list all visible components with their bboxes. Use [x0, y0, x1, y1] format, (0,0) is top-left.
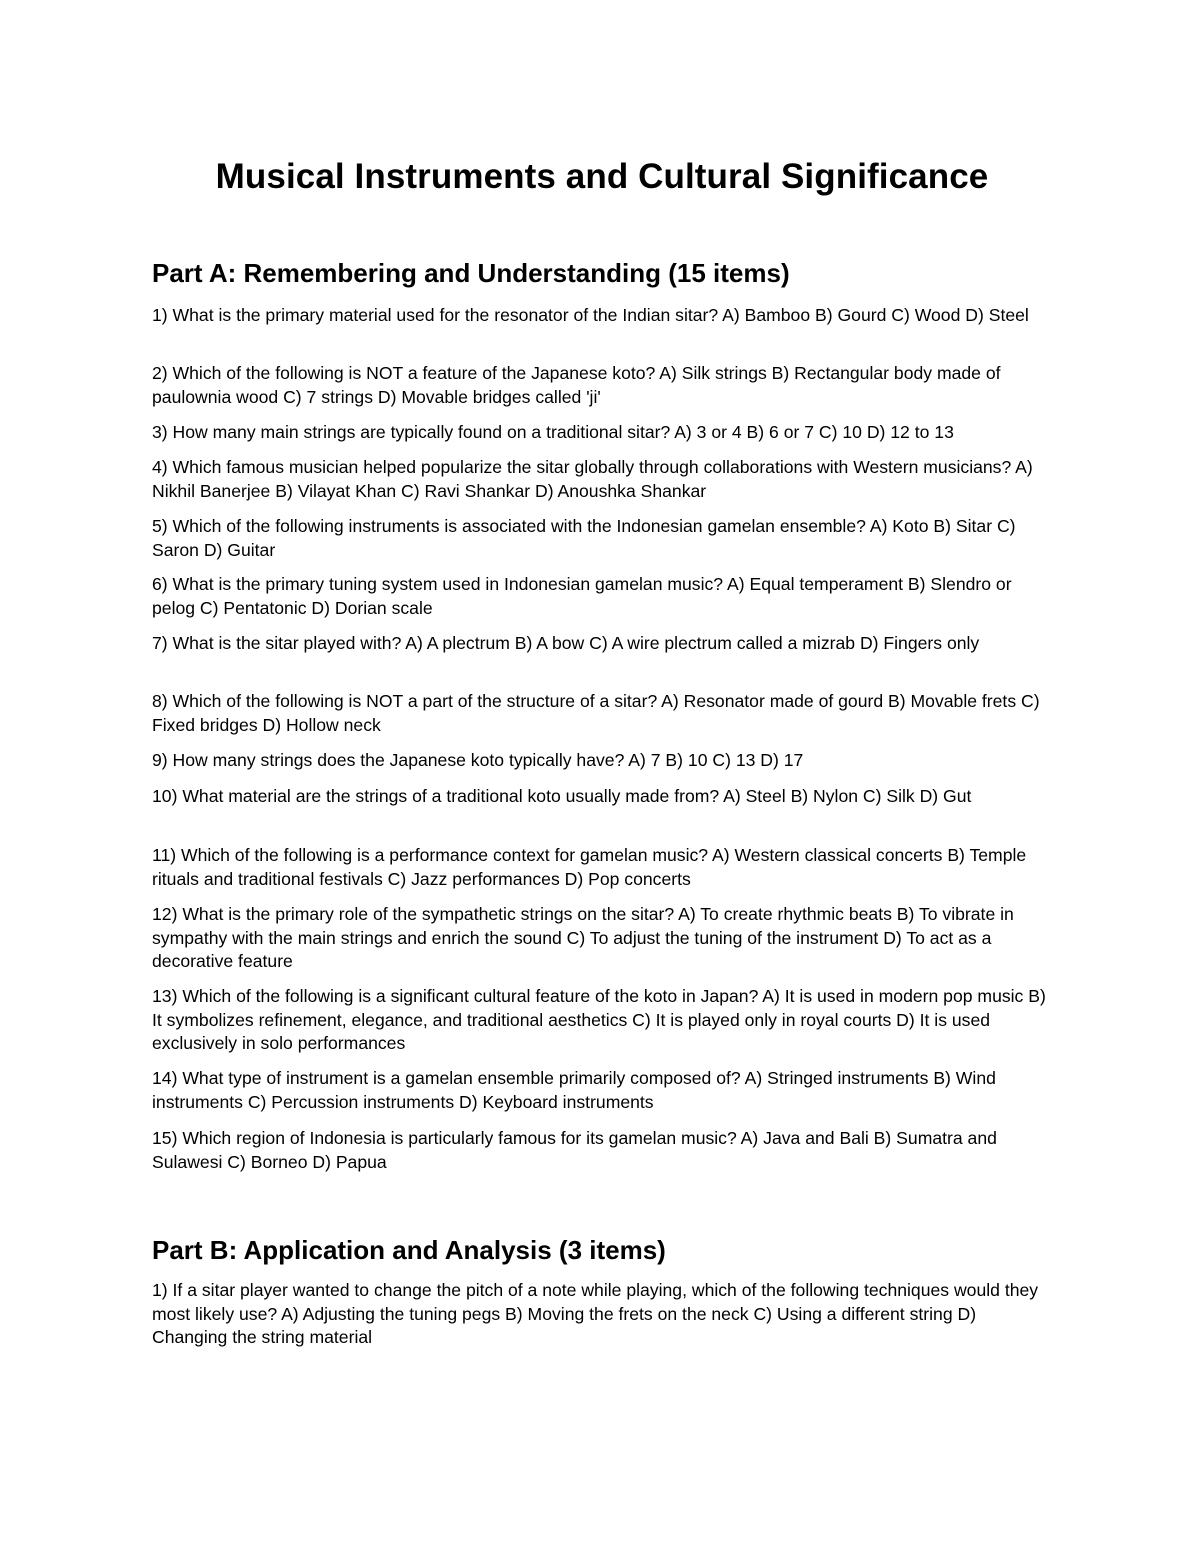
part-a-question-2: 2) Which of the following is NOT a feature of the Japanese koto? A) Silk strings B) Rectangular body made of paulownia wood C) 7 strings D) Movable bridges called 'ji': [152, 363, 1001, 407]
part-a-question-12: 12) What is the primary role of the sympathetic strings on the sitar? A) To create rhythmic beats B) To vibrate in sympathy with the main strings and enrich the sound C) To adjust the tuning of the instrument D) To act as a decorative feature: [152, 904, 1014, 971]
part-a-question-8: 8) Which of the following is NOT a part of the structure of a sitar? A) Resonator made of gourd B) Movable frets C) Fixed bridges D) Hollow neck: [152, 691, 1040, 735]
part-a-question-7: 7) What is the sitar played with? A) A plectrum B) A bow C) A wire plectrum called a mizrab D) Fingers only: [152, 633, 980, 653]
part-a-question-4: 4) Which famous musician helped popularize the sitar globally through collaborations with Western musicians? A) Nikhil Banerjee B) Vilayat Khan C) Ravi Shankar D) Anoushka Shankar: [152, 457, 1033, 501]
part-a-question-1: 1) What is the primary material used for the resonator of the Indian sitar? A) Bamboo B) Gourd C) Wood D) Steel: [152, 305, 1029, 325]
part-a-heading: Part A: Remembering and Understanding (15 items): [152, 258, 790, 288]
part-a-question-15: 15) Which region of Indonesia is particularly famous for its gamelan music? A) Java and Bali B) Sumatra and Sulawesi C) Borneo D) Papua: [152, 1128, 997, 1172]
part-a-question-6: 6) What is the primary tuning system used in Indonesian gamelan music? A) Equal temperament B) Slendro or pelog C) Pentatonic D) Dorian scale: [152, 574, 1012, 618]
part-b-question-1: 1) If a sitar player wanted to change the pitch of a note while playing, which of the following techniques would they most likely use? A) Adjusting the tuning pegs B) Moving the frets on the neck C) Using a different string D) Changing the string material: [152, 1280, 1039, 1347]
part-a-question-9: 9) How many strings does the Japanese koto typically have? A) 7 B) 10 C) 13 D) 17: [152, 750, 804, 770]
part-a-question-13: 13) Which of the following is a significant cultural feature of the koto in Japan? A) It is used in modern pop music B) It symbolizes refinement, elegance, and traditional aesthetics C) It is played only in royal courts D) It is used exclusively in solo performances: [152, 986, 1046, 1053]
part-b-heading: Part B: Application and Analysis (3 items): [152, 1235, 666, 1265]
part-a-question-14: 14) What type of instrument is a gamelan ensemble primarily composed of? A) Stringed instruments B) Wind instruments C) Percussion instruments D) Keyboard instruments: [152, 1068, 996, 1112]
document-title: Musical Instruments and Cultural Significance: [215, 157, 989, 196]
part-a-question-11: 11) Which of the following is a performance context for gamelan music? A) Western classical concerts B) Temple rituals and traditional festivals C) Jazz performances D) Pop concerts: [152, 845, 1027, 889]
part-a-question-5: 5) Which of the following instruments is associated with the Indonesian gamelan ensemble? A) Koto B) Sitar C) Saron D) Guitar: [152, 516, 1016, 560]
part-a-question-10: 10) What material are the strings of a traditional koto usually made from? A) Steel B) Nylon C) Silk D) Gut: [152, 786, 972, 806]
part-a-question-3: 3) How many main strings are typically found on a traditional sitar? A) 3 or 4 B) 6 or 7 C) 10 D) 12 to 13: [152, 422, 954, 442]
